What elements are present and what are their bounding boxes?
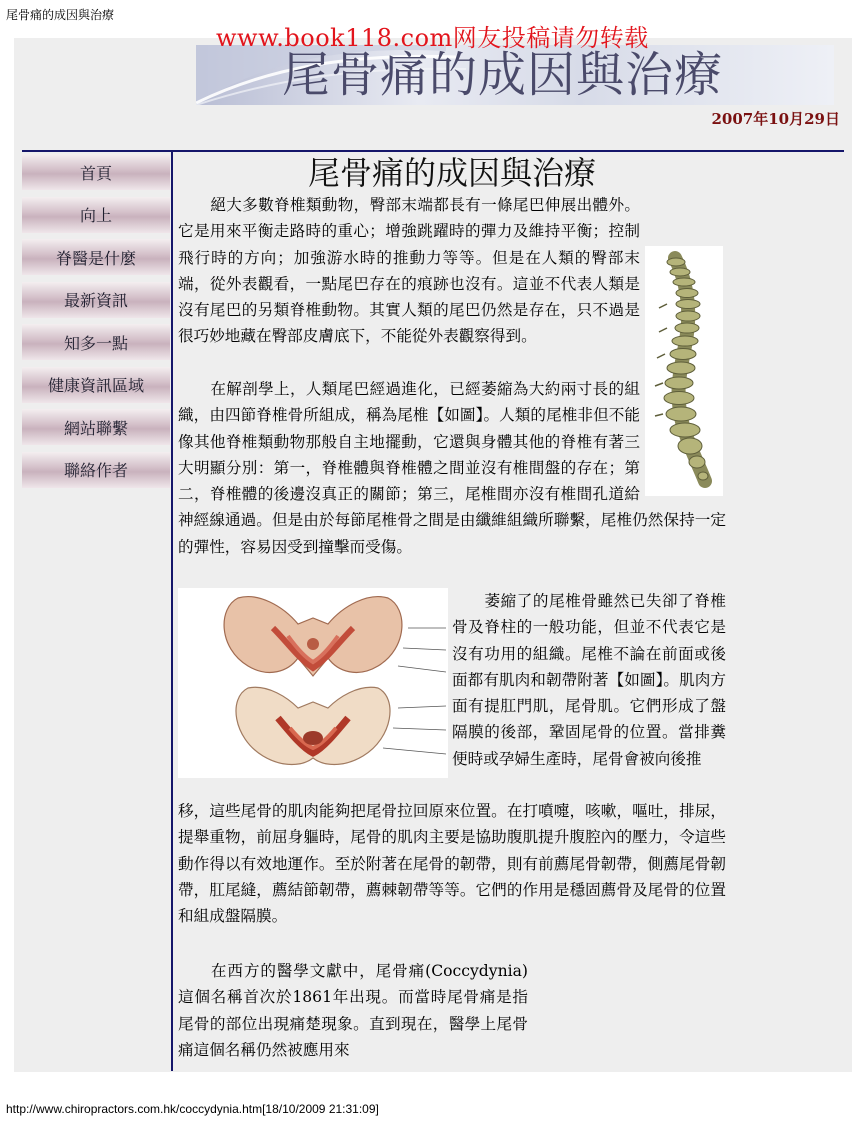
banner: [196, 45, 834, 105]
nav-item-home[interactable]: [22, 154, 170, 190]
paragraph-text: 在解剖學上，人類尾巴經過進化，已經萎縮為大約兩寸長的組織，由四節脊椎骨所組成，稱為尾椎【如圖】。人類的尾椎非但不能像其他脊椎類動物那般自主地擺動，它還與身體其他的脊椎有著三大明顯分別：第一，脊椎體與脊椎體之間並沒有椎間盤的存在；第二，脊椎體的後邊沒真正的關節；第三，尾椎間亦沒有椎間孔道給神經線通過。但是由於每節尾椎骨之間是由纖維組織所聯繫，尾椎仍然保持一定的彈性，容易因受到撞擊而受傷。: [178, 380, 726, 556]
article-title: 尾骨痛的成因與治療: [307, 154, 596, 192]
nav-item-health-info[interactable]: [22, 367, 170, 403]
main-content: [178, 152, 726, 1059]
vertical-rule: [171, 151, 173, 1071]
paragraph-2: [178, 376, 726, 560]
pelvis-image: [178, 588, 448, 778]
nav-item-label: 向上: [79, 206, 112, 225]
nav-item-label: 脊醫是什麼: [55, 248, 136, 268]
nav-item-label: 聯絡作者: [63, 461, 128, 480]
nav-item-contact-author[interactable]: [22, 452, 170, 488]
nav-item-up[interactable]: [22, 197, 170, 233]
nav-item-label: 知多一點: [63, 333, 128, 353]
paragraph-text: 移，這些尾骨的肌肉能夠把尾骨拉回原來位置。在打噴嚏，咳嗽，嘔吐，排尿，提舉重物，前屈身軀時，尾骨的肌肉主要是協助腹肌提升腹腔內的壓力，令這些動作得以有效地運作。至於附著在尾骨的韌帶，則有前薦尾骨韌帶，側薦尾骨韌帶，肛尾縫，薦結節韌帶，薦棘韌帶等等。它們的作用是穩固薦骨及尾骨的位置和組成盤隔膜。: [178, 802, 726, 926]
nav-item-news[interactable]: [22, 282, 170, 318]
nav-item-site-contact[interactable]: [22, 409, 170, 445]
paragraph-text: 絕大多數脊椎類動物，臀部末端都長有一條尾巴伸展出體外。它是用來平衡走路時的重心；增強跳躍時的彈力及維持平衡；控制飛行時的方向；加強游水時的推動力等等。但是在人類的臀部末端，從外表觀看，一點尾巴存在的痕跡也沒有。這並不代表人類是沒有尾巴的另類脊椎動物。其實人類的尾巴仍然是存在，只不過是很巧妙地藏在臀部皮膚底下，不能從外表觀察得到。: [178, 196, 640, 346]
banner-title: 尾骨痛的成因與治療: [282, 47, 724, 103]
nav-item-label: 首頁: [79, 163, 112, 183]
watermark: www.book118.com网友投稿请勿转载: [216, 24, 649, 52]
paragraph-3-part-2: [178, 798, 726, 929]
spine-illustration: [645, 246, 723, 496]
sidebar-nav: [22, 154, 170, 494]
paragraph-3-part-1: [452, 588, 726, 772]
paragraph-text: 萎縮了的尾椎骨雖然已失卻了脊椎骨及脊柱的一般功能，但並不代表它是沒有功用的組織。尾椎不論在前面或後面都有肌肉和韌帶附著【如圖】。肌肉方面有提肛門肌，尾骨肌。它們形成了盤隔膜的後部，鞏固尾骨的位置。當排糞便時或孕婦生產時，尾骨會被向後推: [452, 592, 726, 768]
nav-item-label: 最新資訊: [63, 291, 128, 310]
nav-item-know-more[interactable]: [22, 324, 170, 360]
nav-item-label: 健康資訊區域: [47, 376, 144, 395]
paragraph-4: [178, 958, 544, 1063]
print-footer: http://www.chiropractors.com.hk/coccydynia.htm[18/10/2009 21:31:09]: [6, 1102, 379, 1116]
publish-date: 2007年10月29日: [711, 110, 840, 128]
spine-image: [645, 246, 723, 496]
paragraph-text: 在西方的醫學文獻中，尾骨痛(Coccydynia) 這個名稱首次於1861年出現。而當時尾骨痛是指尾骨的部位出現痛楚現象。直到現在，醫學上尾骨痛這個名稱仍然被應用來: [178, 962, 544, 1059]
pelvis-illustration: [178, 588, 448, 778]
nav-item-what-is-chiropractor[interactable]: [22, 239, 170, 275]
nav-item-label: 網站聯繫: [63, 418, 128, 438]
print-header: 尾骨痛的成因與治療: [6, 8, 115, 22]
